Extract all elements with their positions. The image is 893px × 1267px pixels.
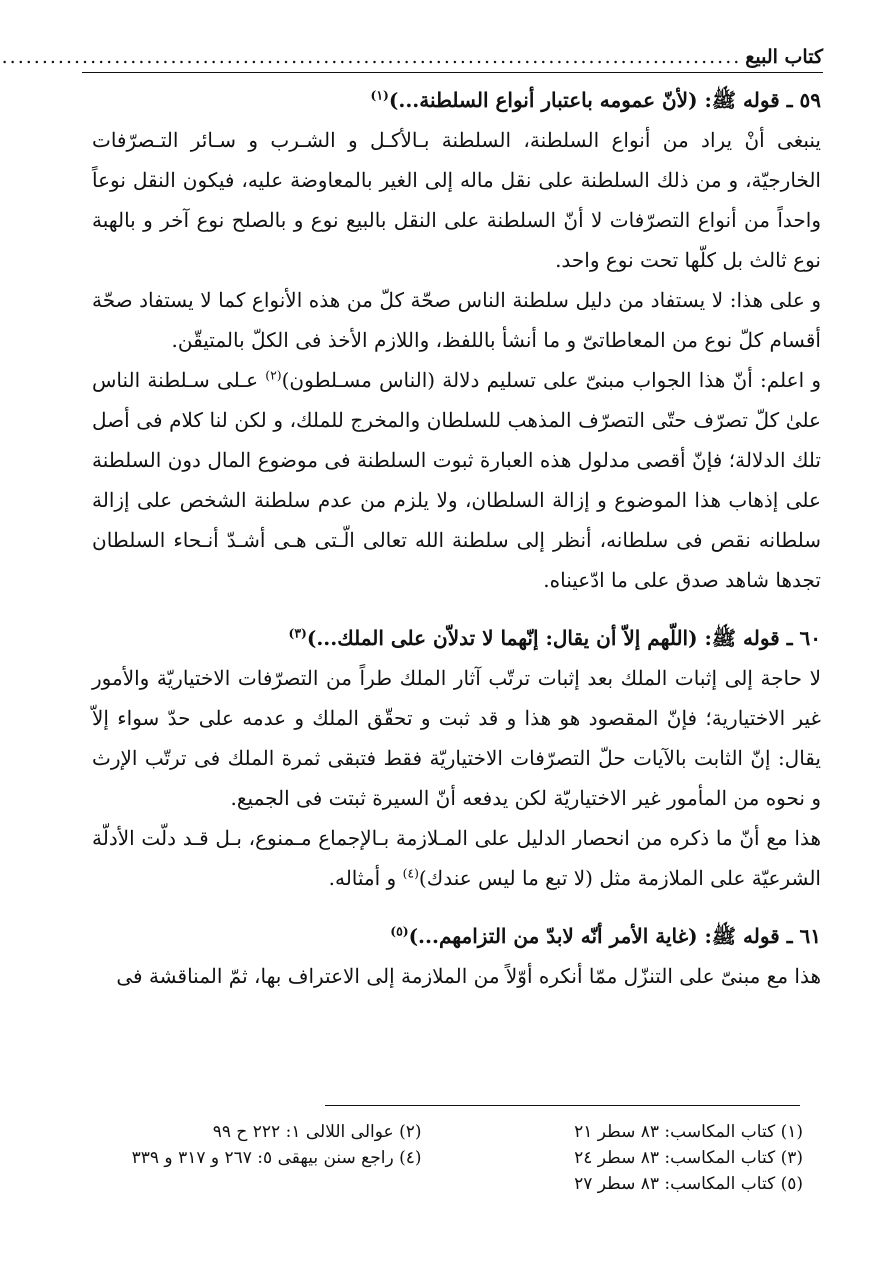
paragraph: هذا مع مبنىّ على التنزّل ممّا أنكره أوّلاً من الملازمة إلى الاعتراف بها، ثمّ المناقشة فى (116, 964, 821, 988)
section-heading-61 (92, 916, 821, 956)
book-title: كتاب البيع (745, 46, 823, 68)
footnote-1: (١) كتاب المكاسب: ٨٣ سطر ٢١ (574, 1122, 803, 1142)
section-gap (92, 898, 821, 916)
paragraph: ينبغى أنْ يراد من أنواع السلطنة، السلطنة بـالأكـل و الشـرب و سـائر التـصرّفات الخارجيّة، و من ذلك السلطنة على نقل ماله إلى الغير بالمعاوضة عليه، فيكون النقل نوعاً واحداً من أنواع التصرّفات لا أنّ السلطنة على النقل بالبيع نوع و بالصلح نوع آخر و بالهبة نوع ثالث بل كلّها تحت نوع واحد. (92, 128, 821, 272)
paragraph-text: و أمثاله. (328, 866, 403, 890)
running-header (1, 34, 823, 68)
paragraph-text: و اعلم: أنّ هذا الجواب مبنىّ على تسليم دلالة (الناس مسـلطون) (281, 368, 821, 392)
section-heading-59 (92, 80, 821, 120)
heading-text: ٦١ ـ قوله ﷺ: (غاية الأمر أنّه لابدّ من التزامهم...) (408, 924, 821, 948)
paragraph-text: عـلى سـلطنة الناس علىٰ كلّ تصرّف حتّى التصرّف المذهب للسلطان والمخرج للملك، و لكن لنا كلام فى أصل تلك الدلالة؛ فإنّ أقصى مدلول هذه العبارة ثبوت السلطنة فى موضوع المال دون السلطنة على إذهاب هذا الموضوع و إزالة السلطان، ولا يلزم من عدم سلطنة الشخص على إزالة سلطانه نقص فى سلطانه، أنظر إلى سلطنة الله تعالى الّـتى هـى أشـدّ أنـحاء السلطان تجدها شاهد صدق على ما ادّعيناه. (92, 368, 821, 592)
footnote-ref: (٣) (288, 625, 307, 641)
footnote-rule (325, 1105, 800, 1106)
footnotes (110, 1120, 803, 1196)
heading-text: ٥٩ ـ قوله ﷺ: (لأنّ عمومه باعتبار أنواع السلطنة...) (388, 88, 821, 112)
footnote-4: (٤) راجع سنن بيهقى ٥: ٢٦٧ و ٣١٧ و ٣٣٩ (131, 1148, 422, 1168)
section-heading-60 (92, 618, 821, 658)
footnote-3: (٣) كتاب المكاسب: ٨٣ سطر ٢٤ (574, 1148, 803, 1168)
footnote-ref: (٥) (390, 923, 409, 939)
header-leader-dots: ............................................................................................ (1, 46, 742, 68)
section-gap (92, 600, 821, 618)
paragraph (92, 360, 821, 600)
footnote-2: (٢) عوالى اللالى ١: ٢٢٢ ح ٩٩ (212, 1122, 422, 1142)
footnote-ref: (١) (370, 87, 389, 103)
paragraph-text: هذا مع أنّ ما ذكره من انحصار الدليل على المـلازمة بـالإجماع مـمنوع، بـل قـد دلّت الأدلّة الشرعيّة على الملازمة مثل (لا تبع ما ليس عندك) (92, 826, 821, 890)
main-text (92, 80, 821, 996)
footnote-5: (٥) كتاب المكاسب: ٨٣ سطر ٢٧ (574, 1174, 803, 1194)
heading-text: ٦٠ ـ قوله ﷺ: (اللّهم إلاّ أن يقال: إنّهما لا تدلاّن على الملك...) (306, 626, 821, 650)
header-rule (82, 72, 823, 73)
footnote-ref: (٢) (265, 367, 282, 383)
footnote-ref: (٤) (402, 865, 419, 881)
paragraph: لا حاجة إلى إثبات الملك بعد إثبات ترتّب آثار الملك طراً من التصرّفات الاختياريّة والأمور غير الاختيارية؛ فإنّ المقصود هو هذا و قد ثبت و تحقّق الملك و عدمه على حدّ سواء إلاّ يقال: إنّ الثابت بالآيات حلّ التصرّفات الاختياريّة فقط فتبقى ثمرة الملك فى ترتّب الإرث و نحوه من المأمور غير الاختياريّة لكن يدفعه أنّ السيرة ثبتت فى الجميع. (92, 666, 821, 810)
paragraph (92, 818, 821, 898)
paragraph: و على هذا: لا يستفاد من دليل سلطنة الناس صحّة كلّ من هذه الأنواع كما لا يستفاد صحّة أقسام كلّ نوع من المعاطاتىّ و ما أنشأ باللفظ، واللازم الأخذ فى الكلّ بالمتيقّن. (92, 288, 821, 352)
